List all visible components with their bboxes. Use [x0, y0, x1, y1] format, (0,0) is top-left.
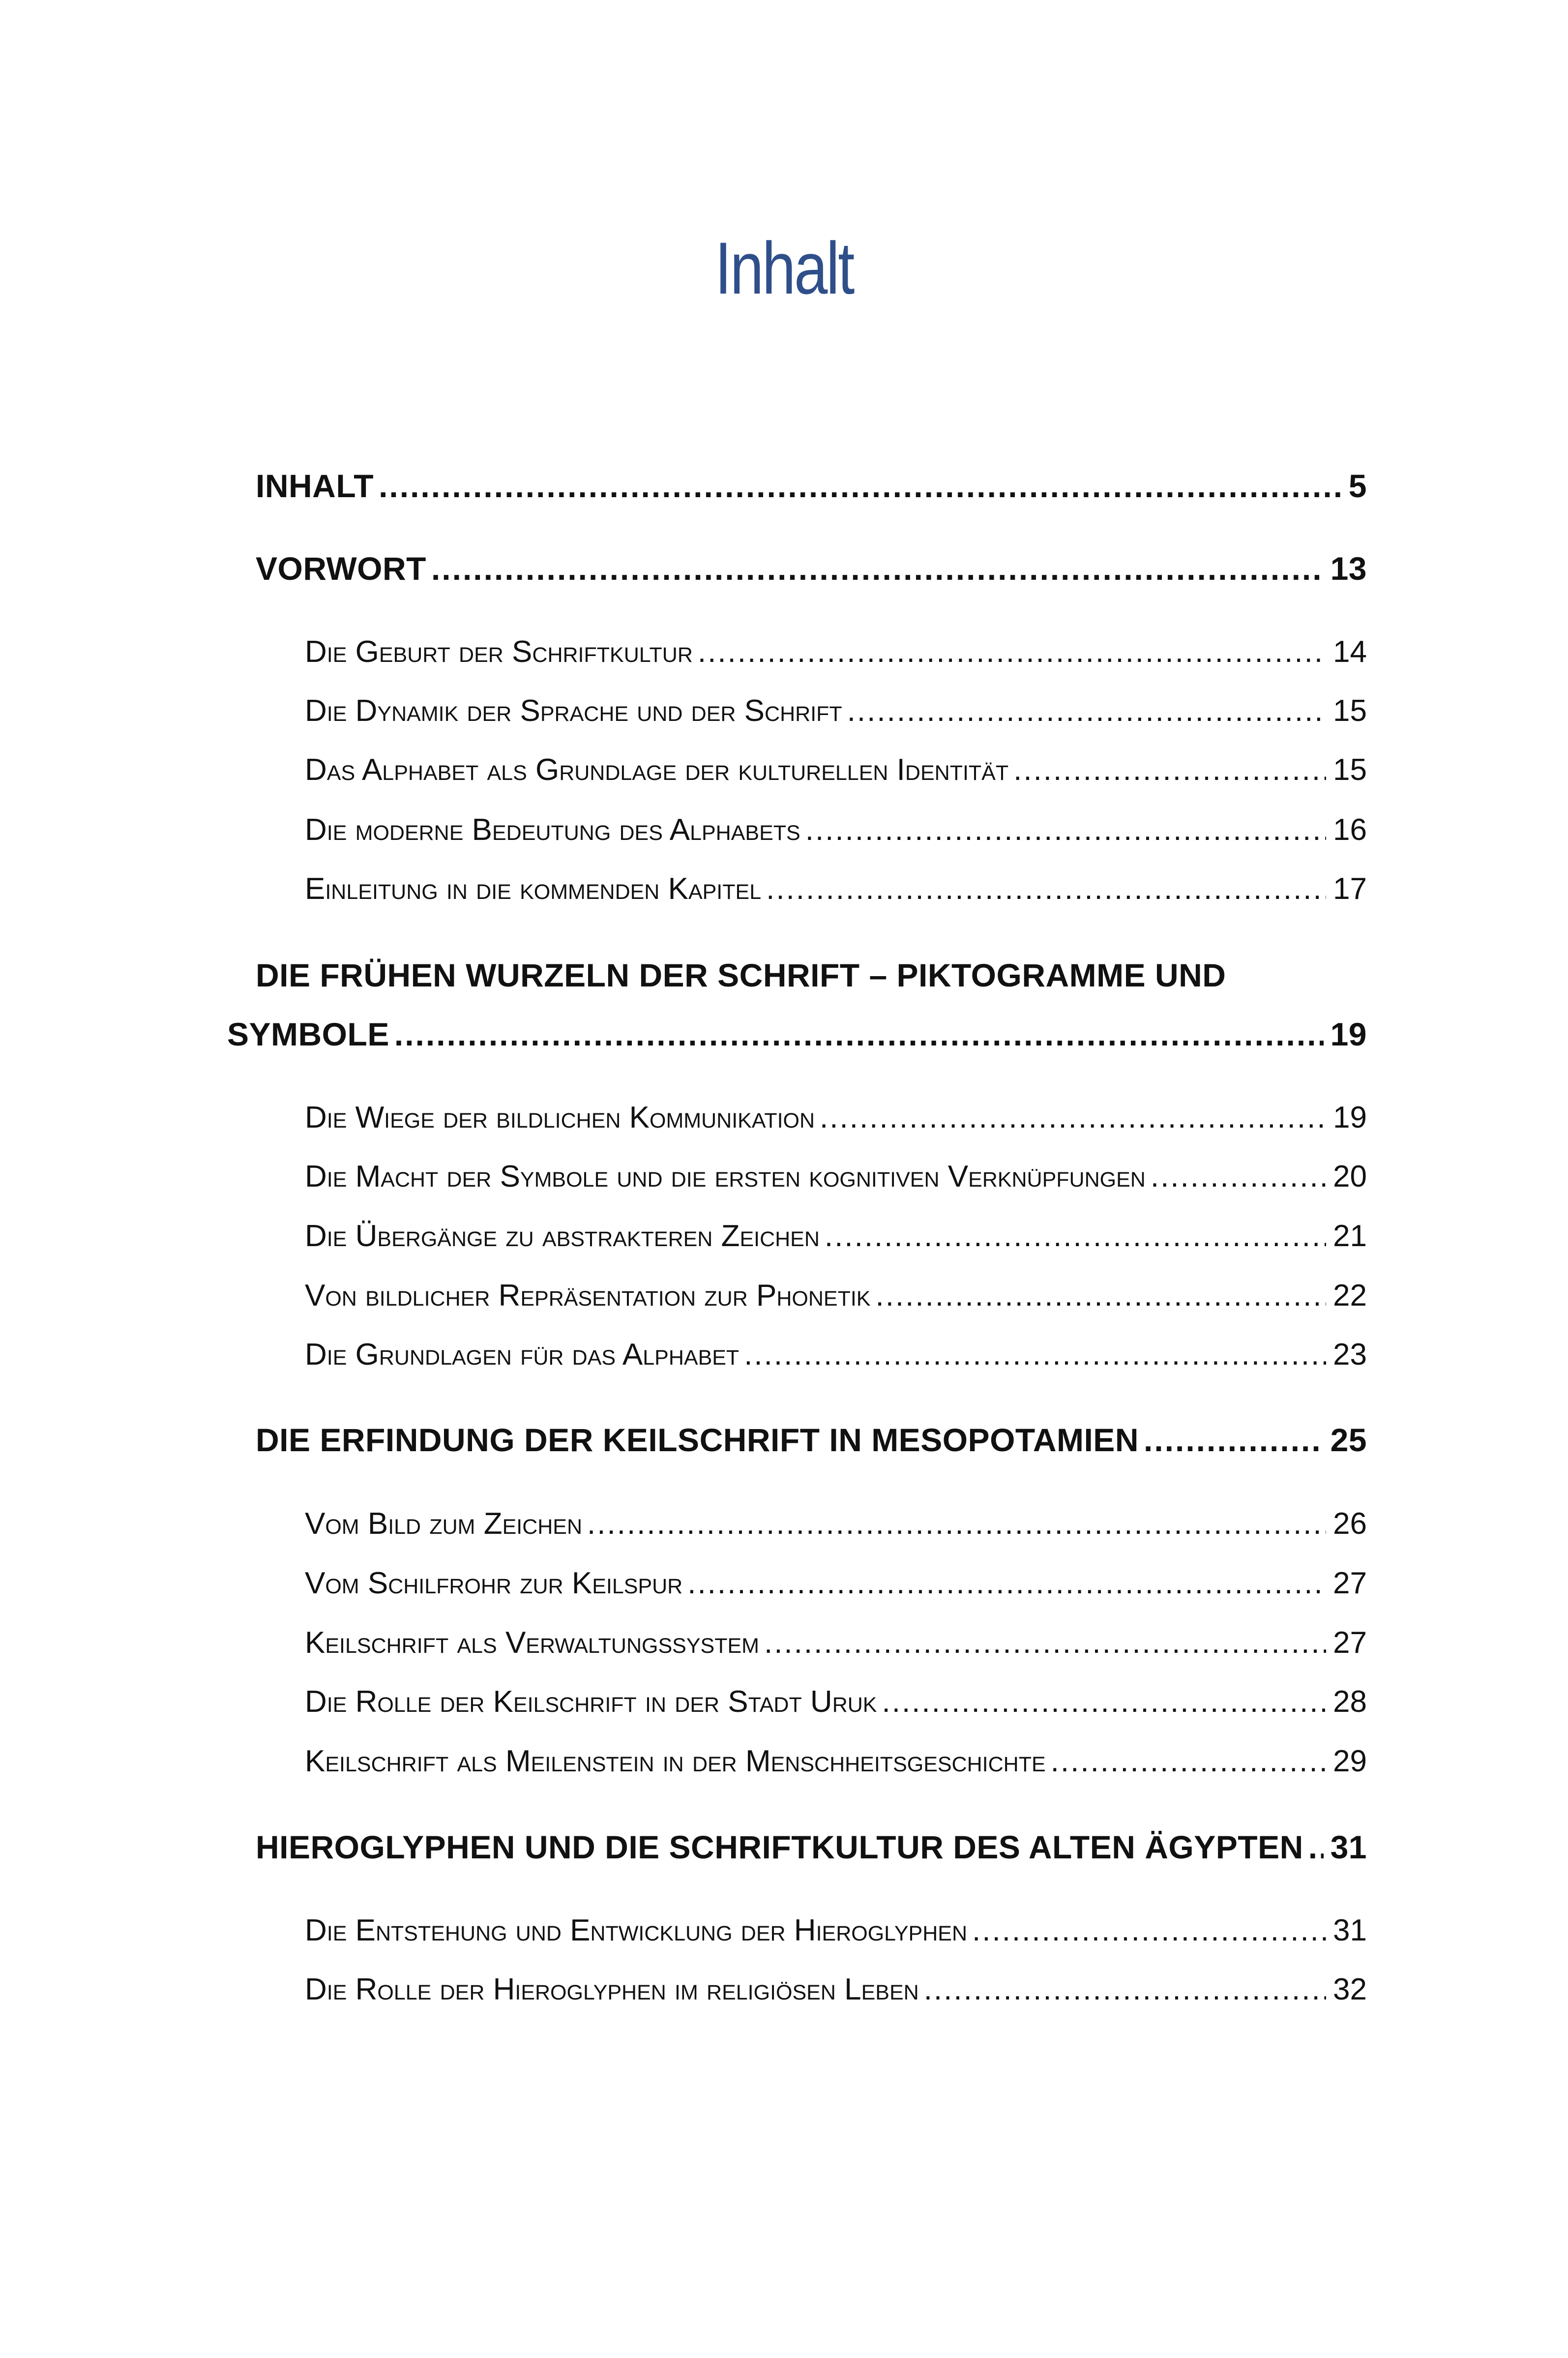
toc-section-label: Einleitung in die kommenden Kapitel	[305, 872, 762, 906]
dot-leader	[924, 1972, 1326, 2007]
toc-section-label: Die Geburt der Schriftkultur	[305, 635, 693, 669]
dot-leader	[875, 1278, 1326, 1313]
toc-section-label: Die Rolle der Hieroglyphen im religiösen Leben	[305, 1972, 919, 2006]
toc-page-number: 16	[1333, 813, 1367, 847]
toc-page-number: 22	[1333, 1279, 1367, 1313]
toc-chapter-label: HIEROGLYPHEN UND DIE SCHRIFTKULTUR DES ALTEN ÄGYPTEN	[256, 1829, 1303, 1865]
toc-section-label: Die Wiege der bildlichen Kommunikation	[305, 1101, 815, 1134]
toc-section-label: Die Grundlagen für das Alphabet	[305, 1338, 740, 1372]
toc-section[interactable]	[305, 1159, 1367, 1194]
dot-leader	[698, 634, 1326, 669]
toc-page-number: 25	[1330, 1422, 1367, 1458]
toc-section-label: Vom Schilfrohr zur Keilspur	[305, 1566, 683, 1600]
toc-page-number: 31	[1330, 1829, 1367, 1865]
toc-section[interactable]	[305, 752, 1367, 787]
toc-section-label: Die moderne Bedeutung des Alphabets	[305, 813, 800, 847]
toc-section-label: Die Dynamik der Sprache und der Schrift	[305, 694, 842, 728]
dot-leader	[744, 1337, 1326, 1372]
toc-page-number: 5	[1348, 468, 1367, 504]
toc-section[interactable]	[305, 1625, 1367, 1660]
toc-section[interactable]	[305, 1278, 1367, 1313]
toc-chapter-hieroglyphen[interactable]	[256, 1828, 1367, 1866]
toc-page-number: 19	[1330, 1016, 1367, 1052]
toc-section[interactable]	[305, 812, 1367, 847]
toc-page-number: 27	[1333, 1566, 1367, 1600]
dot-leader	[1013, 752, 1326, 787]
dot-leader	[379, 467, 1342, 505]
toc-section-label: Die Entstehung und Entwicklung der Hieroglyphen	[305, 1913, 968, 1947]
dot-leader	[394, 1015, 1324, 1053]
toc-section-label: Vom Bild zum Zeichen	[305, 1507, 583, 1541]
toc-chapter-keilschrift[interactable]	[256, 1421, 1367, 1459]
toc-page-number: 14	[1333, 635, 1367, 669]
toc-section-label: Keilschrift als Verwaltungssystem	[305, 1626, 759, 1660]
dot-leader	[805, 812, 1326, 847]
toc-page-number: 27	[1333, 1626, 1367, 1660]
toc-section-label: Die Übergänge zu abstrakteren Zeichen	[305, 1219, 820, 1253]
toc-chapter-label: VORWORT	[256, 550, 426, 587]
toc-section-label: Keilschrift als Meilenstein in der Menschheitsgeschichte	[305, 1744, 1046, 1778]
dot-leader	[766, 871, 1326, 906]
toc-chapter-wurzeln-line1[interactable]: DIE FRÜHEN WURZELN DER SCHRIFT – PIKTOGRAMME UND	[256, 957, 1226, 993]
dot-leader	[825, 1219, 1326, 1254]
toc-section[interactable]	[305, 1337, 1367, 1372]
toc-page-number: 29	[1333, 1744, 1367, 1778]
dot-leader	[587, 1506, 1326, 1541]
toc-page-number: 15	[1333, 753, 1367, 787]
dot-leader	[1308, 1828, 1324, 1866]
dot-leader	[972, 1913, 1326, 1948]
toc-chapter-wurzeln[interactable]	[227, 1015, 1367, 1053]
toc-section[interactable]	[305, 1219, 1367, 1254]
toc-section[interactable]	[305, 1744, 1367, 1779]
toc-page-number: 17	[1333, 872, 1367, 906]
toc-chapter-label: SYMBOLE	[227, 1016, 389, 1052]
toc-section-label: Von bildlicher Repräsentation zur Phonetik	[305, 1279, 871, 1313]
toc-section[interactable]	[305, 1566, 1367, 1601]
dot-leader	[764, 1625, 1326, 1660]
toc-chapter-vorwort[interactable]	[256, 550, 1367, 587]
toc-section[interactable]	[305, 634, 1367, 669]
toc-section[interactable]	[305, 1913, 1367, 1948]
toc-section-label: Das Alphabet als Grundlage der kulturellen Identität	[305, 753, 1009, 787]
toc-page-number: 13	[1330, 550, 1367, 587]
dot-leader	[431, 550, 1324, 587]
toc-page-number: 28	[1333, 1685, 1367, 1719]
page-title: Inhalt	[714, 227, 854, 309]
toc-page-number: 19	[1333, 1101, 1367, 1134]
toc-page-number: 32	[1333, 1972, 1367, 2006]
dot-leader	[1144, 1421, 1324, 1459]
toc-page-number: 20	[1333, 1160, 1367, 1194]
toc-section[interactable]	[305, 1972, 1367, 2007]
toc-page-number: 15	[1333, 694, 1367, 728]
dot-leader	[687, 1566, 1326, 1601]
toc-page-number: 26	[1333, 1507, 1367, 1541]
toc-chapter-label: DIE ERFINDUNG DER KEILSCHRIFT IN MESOPOTAMIEN	[256, 1422, 1139, 1458]
toc-page-number: 21	[1333, 1219, 1367, 1253]
toc-section[interactable]	[305, 1684, 1367, 1719]
toc-chapter-inhalt[interactable]	[256, 467, 1367, 505]
dot-leader	[882, 1684, 1327, 1719]
dot-leader	[1051, 1744, 1326, 1779]
dot-leader	[820, 1100, 1326, 1135]
toc-section[interactable]	[305, 1100, 1367, 1135]
dot-leader	[1151, 1159, 1326, 1194]
toc-chapter-label: INHALT	[256, 468, 374, 504]
toc-section[interactable]	[305, 871, 1367, 906]
toc-page-number: 31	[1333, 1913, 1367, 1947]
toc-section-label: Die Macht der Symbole und die ersten kognitiven Verknüpfungen	[305, 1160, 1146, 1194]
toc-section[interactable]	[305, 693, 1367, 728]
toc-section[interactable]	[305, 1506, 1367, 1541]
toc-page-number: 23	[1333, 1338, 1367, 1372]
toc-section-label: Die Rolle der Keilschrift in der Stadt Uruk	[305, 1685, 877, 1719]
dot-leader	[847, 693, 1326, 728]
